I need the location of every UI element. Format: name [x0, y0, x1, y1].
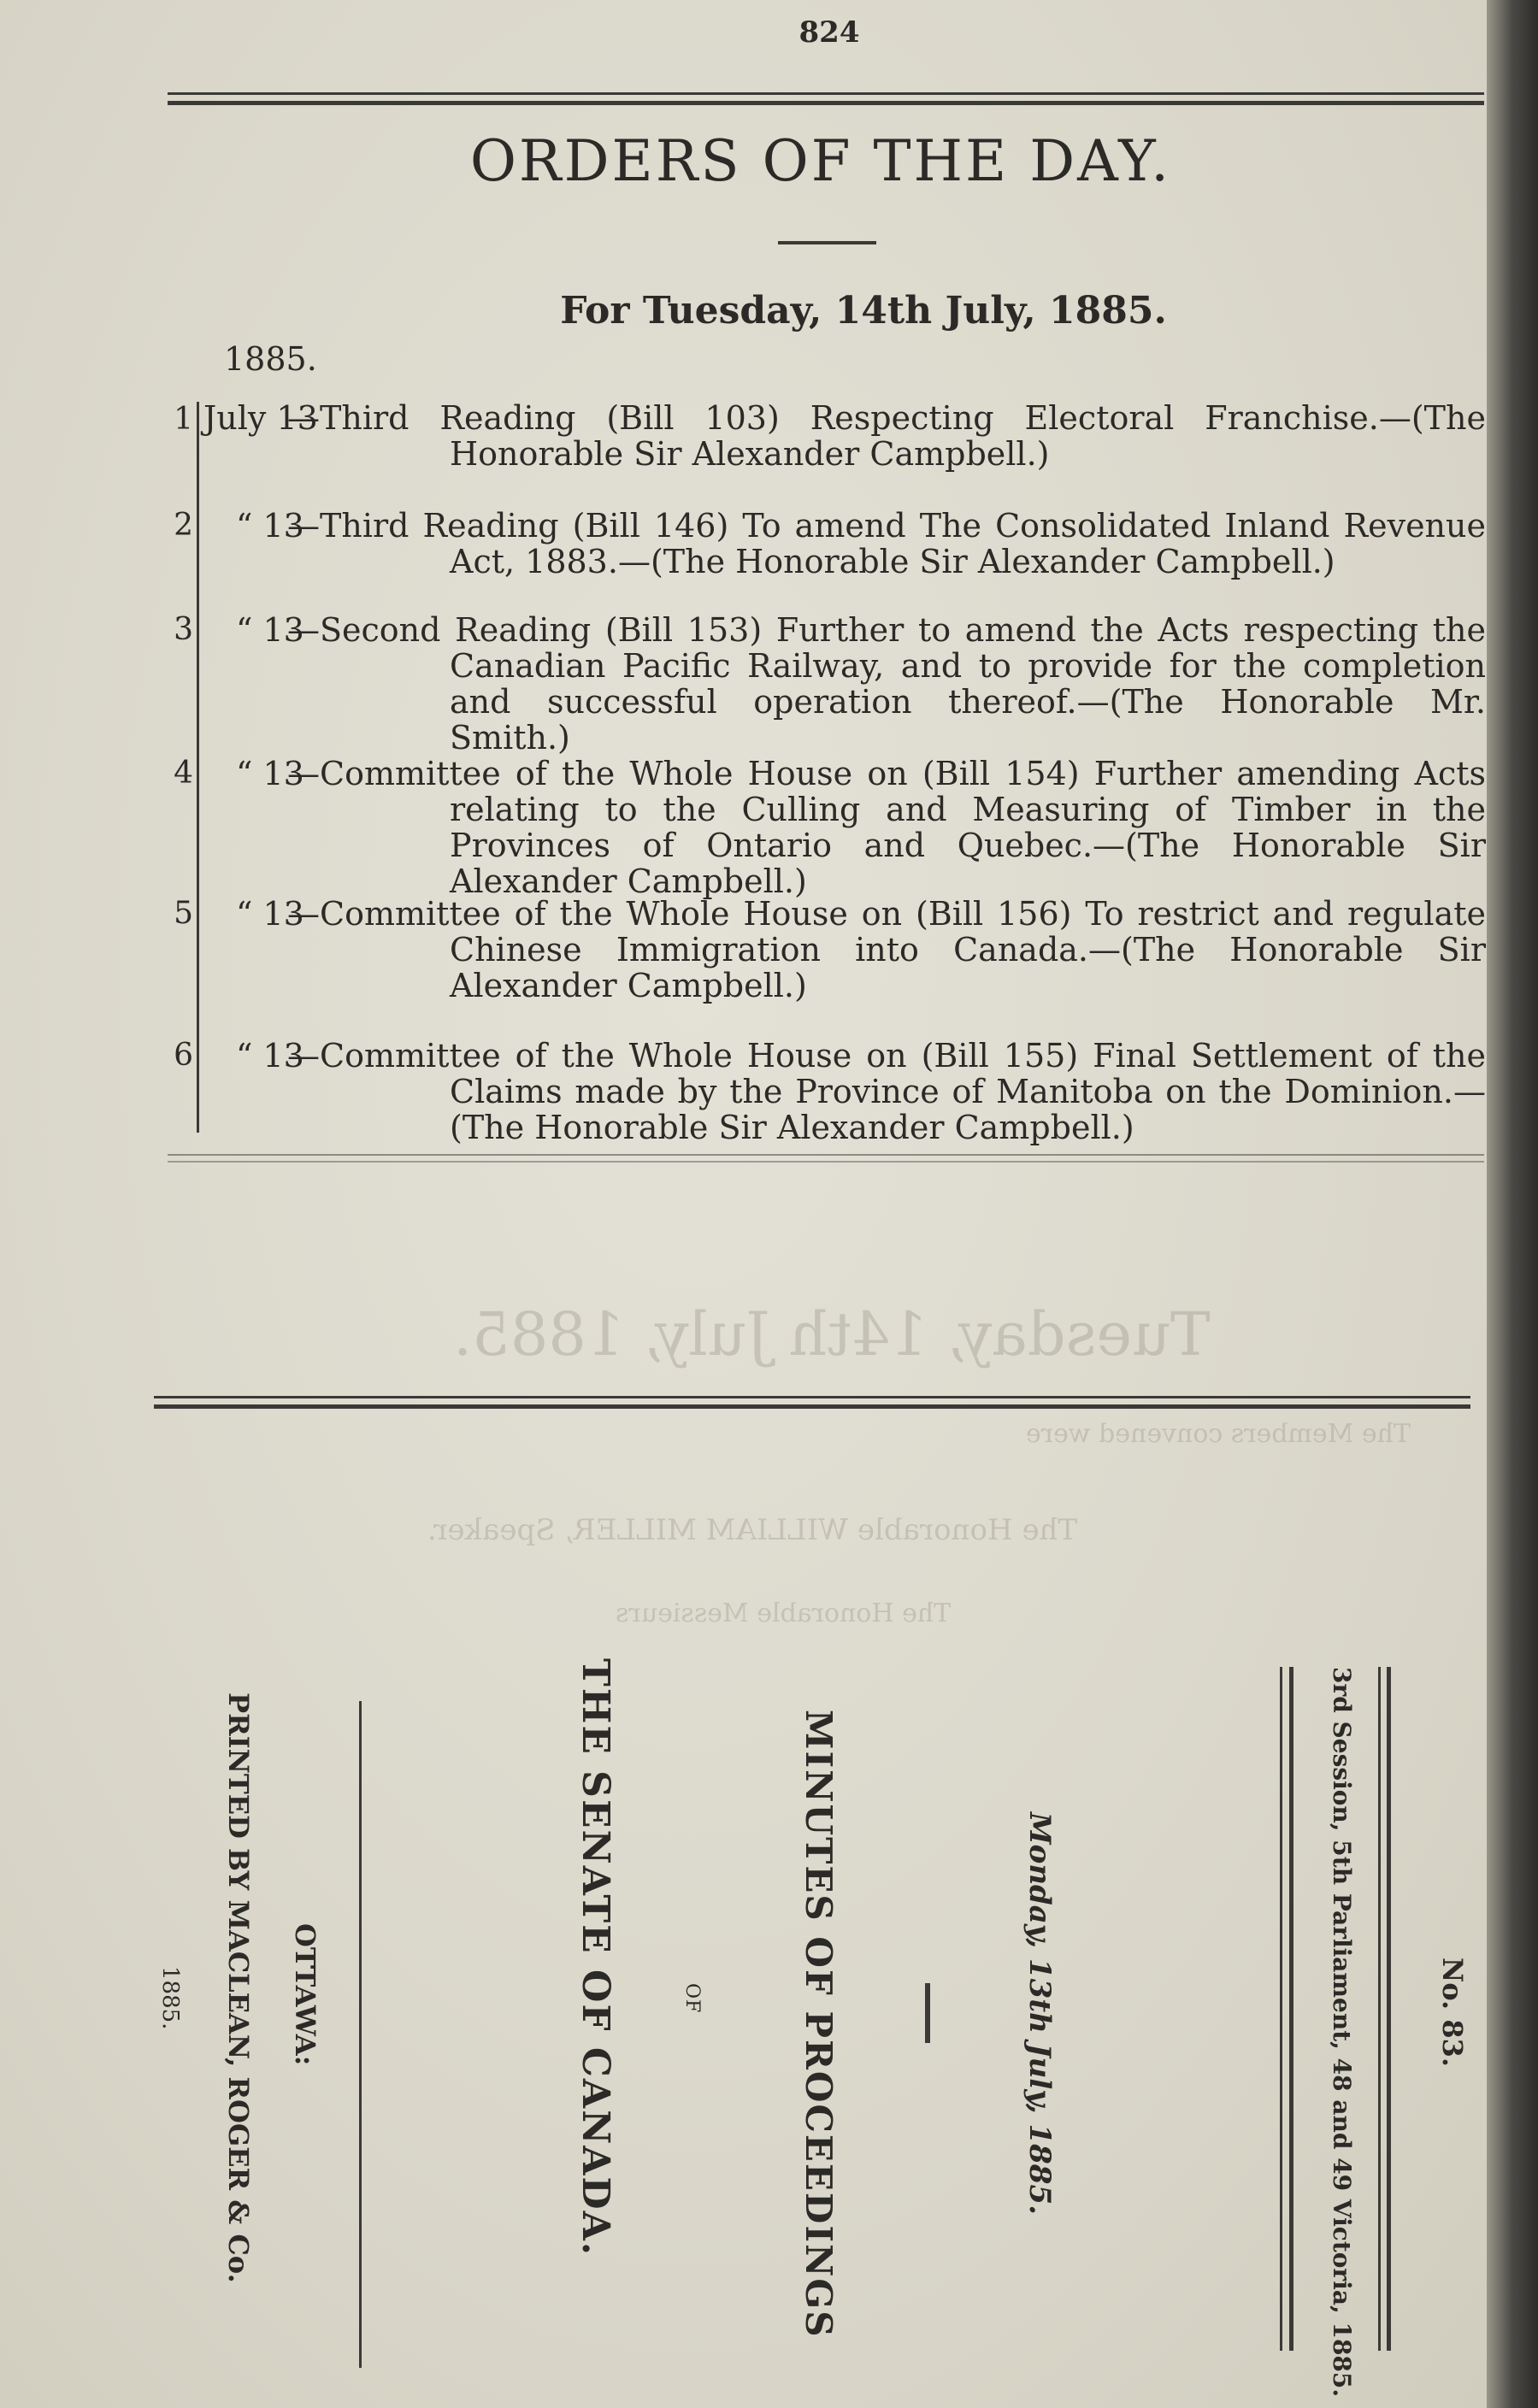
order-text: —Third Reading (Bill 103) Respecting Electoral Franchise.—(The Honorable Sir Alexander Campbell.): [287, 399, 1486, 473]
bleed-through-date: Tuesday, 14th July, 1885.: [453, 1299, 1211, 1369]
order-text: —Committee of the Whole House on (Bill 155) Final Settlement of the Claims made by the Province of Manitoba on the Dominion.—(The Honorable Sir Alexander Campbell.): [287, 1037, 1486, 1146]
order-date: July 13: [203, 399, 318, 437]
cover-vertical-rule: [1289, 1667, 1293, 2351]
top-rule: [168, 101, 1484, 105]
order-text: —Second Reading (Bill 153) Further to amend the Acts respecting the Canadian Pacific Railway, and to provide for the completion and successful operation thereof.—(The Honorable Mr. Smith.): [287, 611, 1486, 757]
top-rule: [168, 92, 1484, 95]
bleed-through-line: The Honorable Messieurs: [616, 1598, 952, 1628]
cover-senate: THE SENATE OF CANADA.: [574, 1658, 617, 2258]
cover-session: 3rd Session, 5th Parliament, 48 and 49 Victoria, 1885.: [1328, 1667, 1356, 2398]
cover-minutes: MINUTES OF PROCEEDINGS: [798, 1710, 840, 2339]
cover-printer: PRINTED BY MACLEAN, ROGER & Co.: [222, 1693, 255, 2283]
order-date: “ 13: [236, 507, 304, 545]
cover-vertical-rule: [1280, 1667, 1282, 2351]
cover-rule: [154, 1396, 1470, 1398]
order-text: —Committee of the Whole House on (Bill 154) Further amending Acts relating to the Culling and Measuring of Timber in the Provinces of Ontario and Quebec.—(The Honorable Sir Alexander Campbell.): [287, 755, 1486, 900]
year-label: 1885.: [224, 340, 317, 378]
cover-printer-year: 1885.: [157, 1966, 183, 2030]
section-rule: [168, 1154, 1484, 1156]
order-item: [195, 400, 1486, 472]
section-rule: [168, 1161, 1484, 1163]
cover-of: OF: [681, 1983, 703, 2014]
order-date: “ 13: [236, 755, 304, 792]
subtitle: For Tuesday, 14th July, 1885.: [560, 289, 1167, 333]
order-text: —Third Reading (Bill 146) To amend The Consolidated Inland Revenue Act, 1883.—(The Honorable Sir Alexander Campbell.): [287, 507, 1486, 580]
cover-city: OTTAWA:: [289, 1923, 321, 2066]
order-item: [195, 1038, 1486, 1145]
order-item: [195, 896, 1486, 1004]
order-item: [195, 612, 1486, 756]
order-item: [195, 508, 1486, 580]
order-number: 5: [174, 896, 193, 931]
order-date: “ 13: [236, 895, 304, 933]
order-number: 3: [174, 612, 193, 647]
cover-vertical-rule: [359, 1701, 362, 2368]
order-date: “ 13: [236, 1037, 304, 1074]
page-title: ORDERS OF THE DAY.: [469, 128, 1172, 194]
book-spine-shadow: [1487, 0, 1538, 2408]
order-text: —Committee of the Whole House on (Bill 156) To restrict and regulate Chinese Immigration into Canada.—(The Honorable Sir Alexander Campbell.): [287, 895, 1486, 1004]
cover-rule: [154, 1404, 1470, 1409]
cover-dash: [925, 1983, 930, 2043]
order-number: 6: [174, 1038, 193, 1073]
order-item: [195, 756, 1486, 899]
order-number: 4: [174, 756, 193, 791]
order-number: 1: [174, 402, 193, 437]
cover-vertical-rule: [1378, 1667, 1381, 2351]
order-number: 2: [174, 508, 193, 543]
order-date: “ 13: [236, 611, 304, 649]
cover-vertical-rule: [1387, 1667, 1391, 2351]
bleed-through-line: The Honorable WILLIAM MILLER, Speaker.: [427, 1513, 1078, 1547]
title-dash: [778, 241, 876, 244]
cover-date: Monday, 13th July, 1885.: [1022, 1812, 1057, 2215]
cover-number: No. 83.: [1436, 1958, 1469, 2067]
page-number: 824: [798, 15, 860, 50]
bleed-through-line: The Members convened were: [1026, 1419, 1411, 1449]
